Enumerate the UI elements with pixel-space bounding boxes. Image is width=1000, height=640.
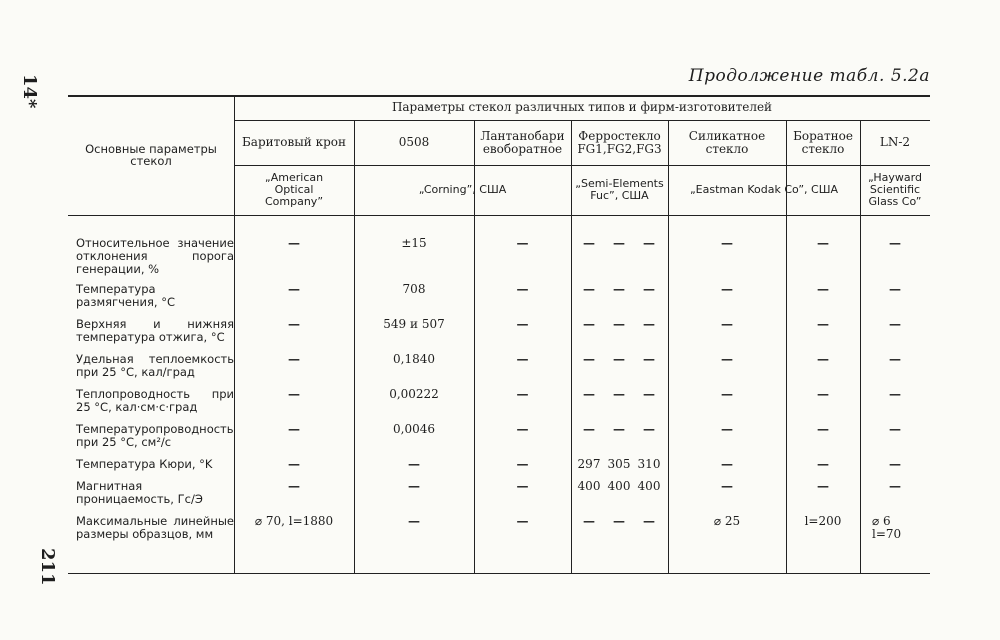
- cell-lanthanum: —: [516, 479, 529, 493]
- cell-ferro-1: —: [583, 387, 595, 401]
- param-column-header: Основные параметры стекол: [85, 142, 217, 168]
- cell-ferro-2: —: [613, 317, 625, 331]
- maker-eastman-kodak: „Eastman Kodak Co”, США: [689, 183, 839, 196]
- type-lanthanum-barium-borate: Лантанобариевоборатное: [480, 128, 565, 156]
- cell-c0508: 0,1840: [393, 352, 435, 366]
- cell-ferro-1: —: [583, 514, 595, 528]
- cell-ln2: —: [889, 352, 901, 366]
- cell-barite: —: [288, 282, 300, 296]
- cell-ferro-2: —: [613, 514, 625, 528]
- cell-ferro-2: 305: [607, 457, 631, 471]
- cell-barite: —: [288, 422, 300, 436]
- cell-c0508: 0,0046: [393, 422, 435, 436]
- cell-ferro-3: —: [643, 352, 655, 366]
- cell-lanthanum: —: [516, 352, 529, 366]
- type-borate-glass: Боратное стекло: [793, 128, 853, 156]
- cell-lanthanum: —: [516, 282, 529, 296]
- cell-barite: ⌀ 70, l=1880: [254, 514, 334, 528]
- cell-ferro-1: —: [583, 317, 595, 331]
- table-bottom-rule: [68, 573, 930, 574]
- maker-american-optical: „American Optical Company”: [264, 171, 324, 208]
- maker-hayward: „Hayward Scientific Glass Co”: [868, 171, 922, 208]
- page-number-bottom: 211: [37, 548, 58, 586]
- cell-ln2: —: [889, 479, 901, 493]
- row-label: Температуропроводность при 25 °C, см²/с: [76, 422, 234, 449]
- cell-barite: —: [288, 352, 300, 366]
- table-continuation-title: Продолжение табл. 5.2а: [688, 66, 930, 86]
- cell-borate: —: [817, 422, 829, 436]
- type-barite-crown: Баритовый крон: [241, 135, 347, 149]
- cell-barite: —: [288, 479, 300, 493]
- cell-barite: —: [288, 457, 300, 471]
- cell-ferro-2: —: [613, 236, 625, 250]
- cell-lanthanum: —: [516, 317, 529, 331]
- cell-ln2: ⌀ 6 l=70: [872, 514, 902, 541]
- cell-ferro-1: 400: [577, 479, 601, 493]
- group-header: Параметры стекол различных типов и фирм-изготовителей: [391, 100, 773, 114]
- cell-ferro-3: —: [643, 236, 655, 250]
- cell-ferro-3: —: [643, 317, 655, 331]
- cell-lanthanum: —: [516, 457, 529, 471]
- row-label: Магнитная проницаемость, Гс/Э: [76, 479, 203, 506]
- cell-lanthanum: —: [516, 514, 529, 528]
- cell-ln2: —: [889, 457, 901, 471]
- glass-parameters-table: [68, 95, 930, 575]
- maker-corning: „Corning”, США: [418, 183, 507, 196]
- cell-silicate: —: [721, 387, 733, 401]
- cell-c0508: —: [408, 479, 420, 493]
- row-label: Температура Кюри, °K: [76, 457, 213, 471]
- header-bottom-rule: [68, 215, 930, 216]
- cell-c0508: ±15: [401, 236, 427, 250]
- cell-borate: —: [817, 317, 829, 331]
- cell-borate: —: [817, 479, 829, 493]
- cell-ferro-3: —: [643, 422, 655, 436]
- cell-ferro-3: —: [643, 387, 655, 401]
- cell-ferro-2: —: [613, 422, 625, 436]
- cell-borate: —: [817, 236, 829, 250]
- cell-silicate: ⌀ 25: [713, 514, 741, 528]
- type-silicate-glass: Силикатное стекло: [688, 128, 766, 156]
- cell-borate: —: [817, 387, 829, 401]
- cell-silicate: —: [721, 236, 733, 250]
- cell-ferro-3: —: [643, 282, 655, 296]
- cell-lanthanum: —: [516, 387, 529, 401]
- cell-c0508: 0,00222: [389, 387, 439, 401]
- cell-ferro-1: —: [583, 422, 595, 436]
- cell-ferro-1: 297: [577, 457, 601, 471]
- cell-lanthanum: —: [516, 236, 529, 250]
- cell-borate: —: [817, 282, 829, 296]
- cell-silicate: —: [721, 352, 733, 366]
- cell-ferro-2: —: [613, 282, 625, 296]
- cell-ln2: —: [889, 317, 901, 331]
- cell-barite: —: [288, 387, 300, 401]
- cell-ferro-2: —: [613, 352, 625, 366]
- cell-ferro-3: 400: [637, 479, 661, 493]
- row-label: Верхняя и нижняя температура отжига, °C: [76, 317, 234, 344]
- cell-c0508: 549 и 507: [383, 317, 445, 331]
- cell-silicate: —: [721, 422, 733, 436]
- row-label: Относительное значение отклонения порога генерации, %: [76, 236, 234, 276]
- cell-c0508: —: [408, 457, 420, 471]
- cell-silicate: —: [721, 457, 733, 471]
- cell-ferro-1: —: [583, 282, 595, 296]
- cell-ferro-3: 310: [637, 457, 661, 471]
- cell-lanthanum: —: [516, 422, 529, 436]
- cell-barite: —: [288, 317, 300, 331]
- cell-c0508: 708: [402, 282, 426, 296]
- cell-borate: l=200: [804, 514, 842, 528]
- cell-silicate: —: [721, 317, 733, 331]
- type-ferroglass: Ферростекло FG1,FG2,FG3: [577, 128, 662, 156]
- cell-silicate: —: [721, 282, 733, 296]
- type-0508: 0508: [398, 135, 430, 149]
- row-label: Максимальные линейные размеры образцов, мм: [76, 514, 234, 541]
- cell-ln2: —: [889, 236, 901, 250]
- cell-c0508: —: [408, 514, 420, 528]
- cell-borate: —: [817, 352, 829, 366]
- cell-ferro-2: 400: [607, 479, 631, 493]
- page-number-top: 14*: [19, 74, 40, 109]
- cell-ferro-1: —: [583, 236, 595, 250]
- row-label: Удельная теплоемкость при 25 °C, кал/град: [76, 352, 234, 379]
- cell-borate: —: [817, 457, 829, 471]
- cell-silicate: —: [721, 479, 733, 493]
- cell-ferro-1: —: [583, 352, 595, 366]
- cell-ln2: —: [889, 387, 901, 401]
- maker-semi-elements: „Semi-Elements Fuc”, США: [575, 177, 664, 202]
- row-label: Теплопроводность при 25 °C, кал·см·с·град: [76, 387, 234, 414]
- cell-ferro-2: —: [613, 387, 625, 401]
- type-ln2: LN-2: [879, 135, 911, 149]
- cell-barite: —: [288, 236, 300, 250]
- cell-ln2: —: [889, 422, 901, 436]
- row-label: Температура размягчения, °C: [76, 282, 175, 309]
- cell-ferro-3: —: [643, 514, 655, 528]
- cell-ln2: —: [889, 282, 901, 296]
